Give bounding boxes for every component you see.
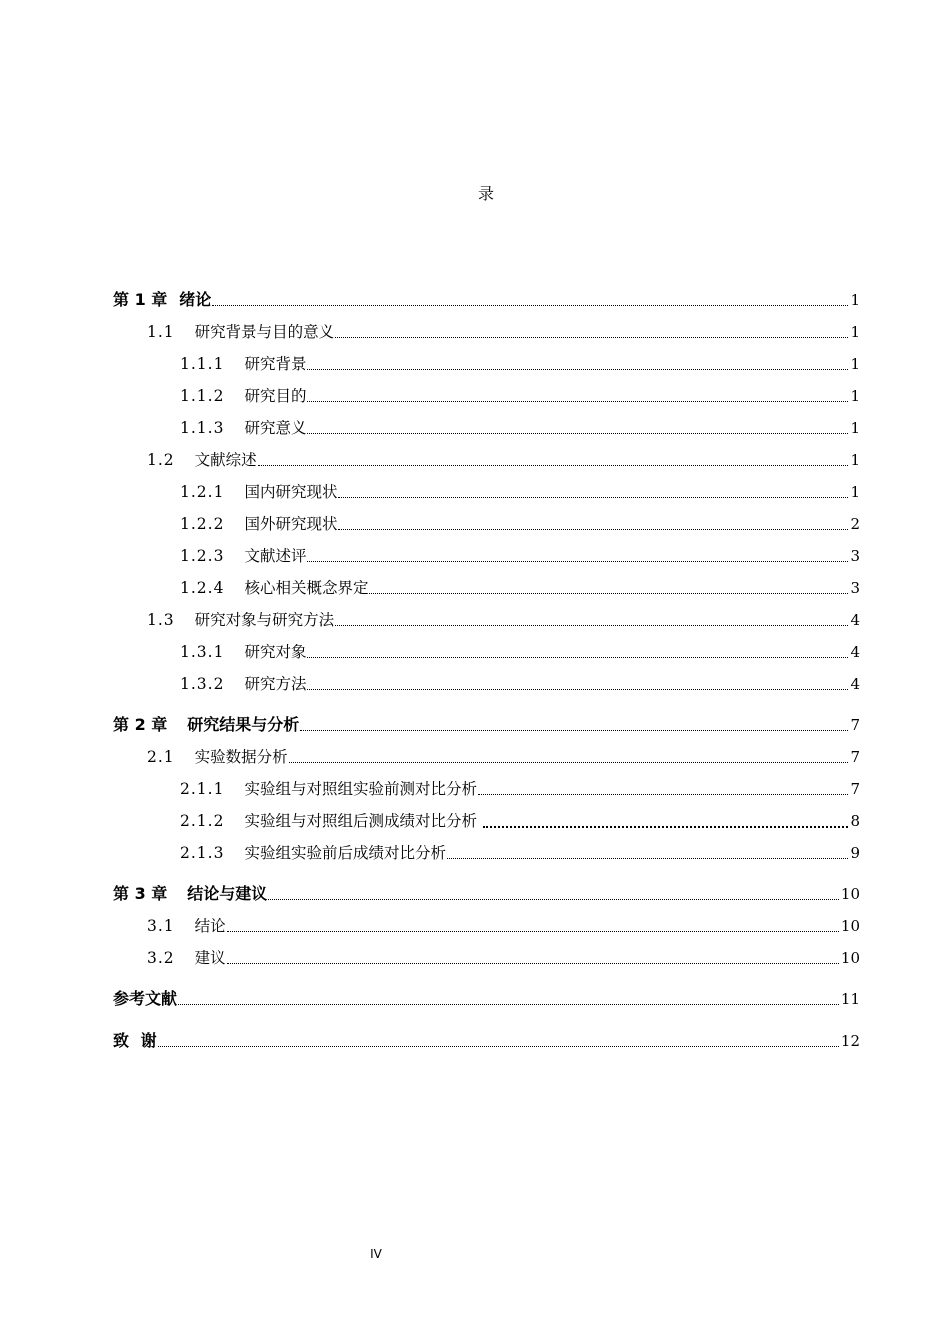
toc-entry-title: 实验组实验前后成绩对比分析 — [244, 844, 446, 862]
toc-entry-page: 4 — [850, 675, 860, 693]
toc-entry-title: 研究目的 — [244, 387, 307, 405]
dot-leader — [478, 794, 848, 795]
toc-entry-number: 1.3.2 — [180, 675, 225, 693]
toc-entry-1-3-2[interactable] — [180, 672, 860, 696]
toc-entry-1-1-2[interactable] — [180, 384, 860, 408]
toc-entry-1-1-3[interactable] — [180, 416, 860, 440]
toc-entry-chapter-2[interactable] — [113, 713, 860, 737]
dot-leader — [338, 497, 848, 498]
toc-entry-2-1-1[interactable] — [180, 777, 860, 801]
toc-entry-title: 研究方法 — [244, 675, 307, 693]
toc-entry-number: 1.3 — [147, 611, 175, 629]
dot-leader — [289, 762, 849, 763]
toc-entry-number: 3.1 — [147, 917, 175, 935]
toc-entry-number: 2.1 — [147, 748, 175, 766]
toc-entry-page: 1 — [850, 323, 860, 341]
dot-leader — [227, 963, 839, 964]
dot-leader — [307, 657, 848, 658]
toc-entry-number: 1.1.1 — [180, 355, 225, 373]
toc-entry-number: 2.1.3 — [180, 844, 225, 862]
dot-leader — [307, 369, 848, 370]
toc-entry-page: 4 — [850, 611, 860, 629]
toc-entry-page: 7 — [850, 716, 860, 734]
toc-entry-title: 核心相关概念界定 — [244, 579, 369, 597]
toc-entry-page: 12 — [840, 1032, 860, 1050]
toc-entry-chapter-1[interactable] — [113, 288, 860, 312]
dot-leader — [268, 899, 839, 900]
toc-entry-1-3[interactable] — [147, 608, 860, 632]
toc-entry-title: 文献述评 — [244, 547, 307, 565]
dot-leader — [369, 593, 848, 594]
toc-entry-title: 研究意义 — [244, 419, 307, 437]
toc-entry-title: 实验数据分析 — [194, 748, 288, 766]
toc-entry-page: 1 — [850, 483, 860, 501]
toc-entry-references[interactable] — [113, 987, 860, 1011]
dot-leader — [307, 401, 848, 402]
toc-entry-number: 第 2 章 — [113, 715, 168, 734]
dot-leader — [227, 931, 839, 932]
toc-entry-title: 研究背景 — [244, 355, 307, 373]
toc-entry-number: 1.1.2 — [180, 387, 225, 405]
toc-entry-number: 1.1.3 — [180, 419, 225, 437]
toc-entry-title: 参考文献 — [113, 989, 178, 1008]
toc-entry-page: 11 — [840, 990, 860, 1008]
toc-entry-1-2-3[interactable] — [180, 544, 860, 568]
toc-entry-acknowledgements[interactable] — [113, 1029, 860, 1053]
toc-entry-page: 1 — [850, 355, 860, 373]
toc-entry-page: 10 — [840, 917, 860, 935]
dot-leader — [307, 433, 848, 434]
toc-entry-number: 2.1.2 — [180, 812, 225, 830]
toc-entry-title: 致 谢 — [113, 1031, 157, 1050]
toc-entry-title: 研究对象 — [244, 643, 307, 661]
toc-entry-page: 3 — [850, 579, 860, 597]
toc-entry-title: 结论 — [194, 917, 226, 935]
toc-entry-3-2[interactable] — [147, 946, 860, 970]
toc-entry-number: 1.2 — [147, 451, 175, 469]
toc-entry-title: 国内研究现状 — [244, 483, 338, 501]
dot-leader — [212, 305, 848, 306]
toc-entry-number: 3.2 — [147, 949, 175, 967]
toc-entry-page: 8 — [850, 812, 860, 830]
toc-entry-title: 文献综述 — [194, 451, 257, 469]
toc-entry-page: 1 — [850, 291, 860, 309]
dot-leader — [178, 1004, 839, 1005]
toc-entry-1-3-1[interactable] — [180, 640, 860, 664]
toc-entry-number: 1.2.2 — [180, 515, 225, 533]
dot-leader — [300, 730, 848, 731]
toc-entry-page: 7 — [850, 780, 860, 798]
toc-entry-page: 1 — [850, 419, 860, 437]
toc-entry-number: 2.1.1 — [180, 780, 225, 798]
page-title: 录 — [477, 184, 494, 203]
toc-entry-title: 实验组与对照组后测成绩对比分析 — [244, 812, 477, 830]
toc-entry-1-1[interactable] — [147, 320, 860, 344]
dot-leader — [307, 561, 848, 562]
toc-entry-1-2-4[interactable] — [180, 576, 860, 600]
toc-entry-2-1-3[interactable] — [180, 841, 860, 865]
dot-leader — [258, 465, 849, 466]
toc-entry-1-2[interactable] — [147, 448, 860, 472]
toc-entry-2-1-2[interactable] — [180, 809, 860, 833]
toc-entry-title: 研究背景与目的意义 — [194, 323, 335, 341]
toc-entry-number: 1.2.3 — [180, 547, 225, 565]
toc-entry-number: 1.2.1 — [180, 483, 225, 501]
toc-entry-page: 7 — [850, 748, 860, 766]
toc-entry-title: 实验组与对照组实验前测对比分析 — [244, 780, 477, 798]
dot-leader — [447, 858, 848, 859]
toc-entry-page: 3 — [850, 547, 860, 565]
toc-entry-number: 第 1 章 — [113, 290, 168, 309]
toc-entry-title: 研究结果与分析 — [187, 715, 300, 734]
dot-leader — [335, 337, 848, 338]
dot-leader — [158, 1046, 839, 1047]
page-number: IV — [370, 1247, 382, 1261]
toc-entry-title: 结论与建议 — [187, 884, 268, 903]
toc-entry-title: 研究对象与研究方法 — [194, 611, 335, 629]
toc-entry-1-1-1[interactable] — [180, 352, 860, 376]
toc-entry-title: 绪论 — [179, 290, 212, 309]
toc-entry-number: 1.1 — [147, 323, 175, 341]
dot-leader — [483, 826, 848, 828]
toc-entry-2-1[interactable] — [147, 745, 860, 769]
dot-leader — [335, 625, 848, 626]
toc-entry-page: 1 — [850, 387, 860, 405]
toc-entry-number: 1.3.1 — [180, 643, 225, 661]
toc-entry-1-2-2[interactable] — [180, 512, 860, 536]
toc-entry-title: 国外研究现状 — [244, 515, 338, 533]
toc-entry-page: 1 — [850, 451, 860, 469]
toc-entry-title: 建议 — [194, 949, 226, 967]
toc-entry-number: 1.2.4 — [180, 579, 225, 597]
dot-leader — [338, 529, 848, 530]
toc-entry-page: 2 — [850, 515, 860, 533]
toc-entry-page: 9 — [850, 844, 860, 862]
toc-entry-page: 10 — [840, 949, 860, 967]
toc-entry-chapter-3[interactable] — [113, 882, 860, 906]
toc-entry-page: 4 — [850, 643, 860, 661]
toc-entry-page: 10 — [840, 885, 860, 903]
toc-entry-number: 第 3 章 — [113, 884, 168, 903]
toc-entry-1-2-1[interactable] — [180, 480, 860, 504]
dot-leader — [307, 689, 848, 690]
toc-entry-3-1[interactable] — [147, 914, 860, 938]
